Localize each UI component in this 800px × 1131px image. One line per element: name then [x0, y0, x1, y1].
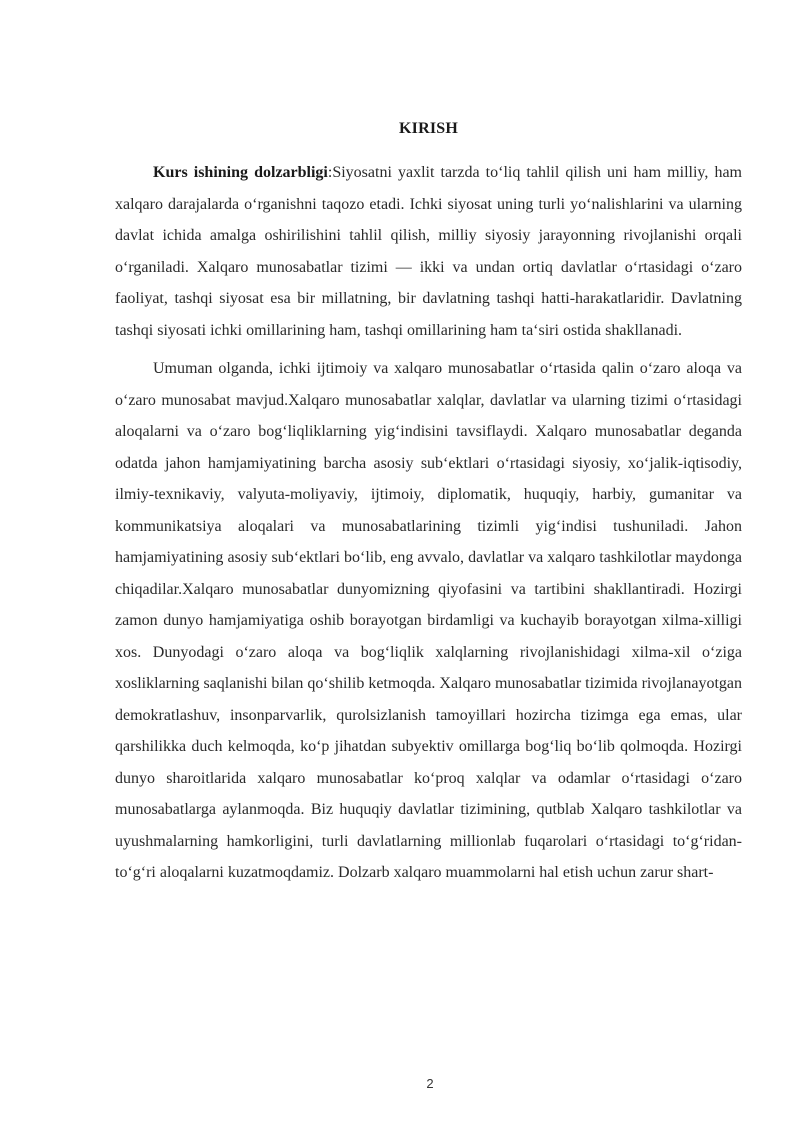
section-heading: KIRISH — [399, 120, 458, 137]
paragraph-text: :Siyosatni yaxlit tarzda to‘liq tahlil qilish uni ham milliy, ham xalqaro darajalarda o‘rganishni taqozo etadi. Ichki siyosat uning turli yo‘nalishlarini va ularning davlat ichida amalga oshirilishini tahlil qilish, milliy siyosiy jarayonning rivojlanishi orqali o‘rganiladi. Xalqaro munosabatlar tizimi — ikki va undan ortiq davlatlar o‘rtasidagi o‘zaro faoliyat, tashqi siyosat esa bir millatning, bir davlatning tashqi hatti-harakatlaridir. Davlatning tashqi siyosati ichki omillarining ham, tashqi omillarining ham ta‘siri ostida shakllanadi. — [115, 164, 743, 339]
paragraph-relevance — [115, 157, 742, 346]
paragraph-international-relations: Umuman olganda, ichki ijtimoiy va xalqaro munosabatlar o‘rtasida qalin o‘zaro aloqa va o‘zaro munosabat mavjud.Xalqaro munosabatlar xalqlar, davlatlar va ularning tizimi o‘rtasidagi aloqalarni va o‘zaro bog‘liqliklarning yig‘indisini tavsiflaydi. Xalqaro munosabatlar deganda odatda jahon hamjamiyatining barcha asosiy sub‘ektlari o‘rtasidagi siyosiy, xo‘jalik-iqtisodiy, ilmiy-texnikaviy, valyuta-moliyaviy, ijtimoiy, diplomatik, huquqiy, harbiy, gumanitar va kommunikatsiya aloqalari va munosabatlarining tizimli yig‘indisi tushuniladi. Jahon hamjamiyatining asosiy sub‘ektlari bo‘lib, eng avvalo, davlatlar va xalqaro tashkilotlar maydonga chiqadilar.Xalqaro munosabatlar dunyomizning qiyofasini va tartibini shakllantiradi. Hozirgi zamon dunyo hamjamiyatiga oshib borayotgan birdamligi va kuchayib borayotgan xilma-xilligi xos. Dunyodagi o‘zaro aloqa va bog‘liqlik xalqlarning rivojlanishidagi xilma-xil o‘ziga xosliklarning saqlanishi bilan qo‘shilib ketmoqda. Xalqaro munosabatlar tizimida rivojlanayotgan demokratlashuv, insonparvarlik, qurolsizlanish tamoyillari hozircha tizimga ega emas, ular qarshilikka duch kelmoqda, ko‘p jihatdan subyektiv omillarga bog‘liq bo‘lib qolmoqda. Hozirgi dunyo sharoitlarida xalqaro munosabatlar ko‘proq xalqlar va odamlar o‘rtasidagi o‘zaro munosabatlarga aylanmoqda. Biz huquqiy davlatlar tizimining, qutblab Xalqaro tashkilotlar va uyushmalarning hamkorligini, turli davlatlarning millionlab fuqarolari o‘rtasidagi to‘g‘ridan-to‘g‘ri aloqalarni kuzatmoqdamiz. Dolzarb xalqaro muammolarni hal etish uchun zarur shart- — [115, 360, 742, 881]
body-text — [115, 157, 742, 896]
page-number: 2 — [426, 1076, 434, 1091]
paragraph-lead: Kurs ishining dolzarbligi — [153, 164, 328, 181]
